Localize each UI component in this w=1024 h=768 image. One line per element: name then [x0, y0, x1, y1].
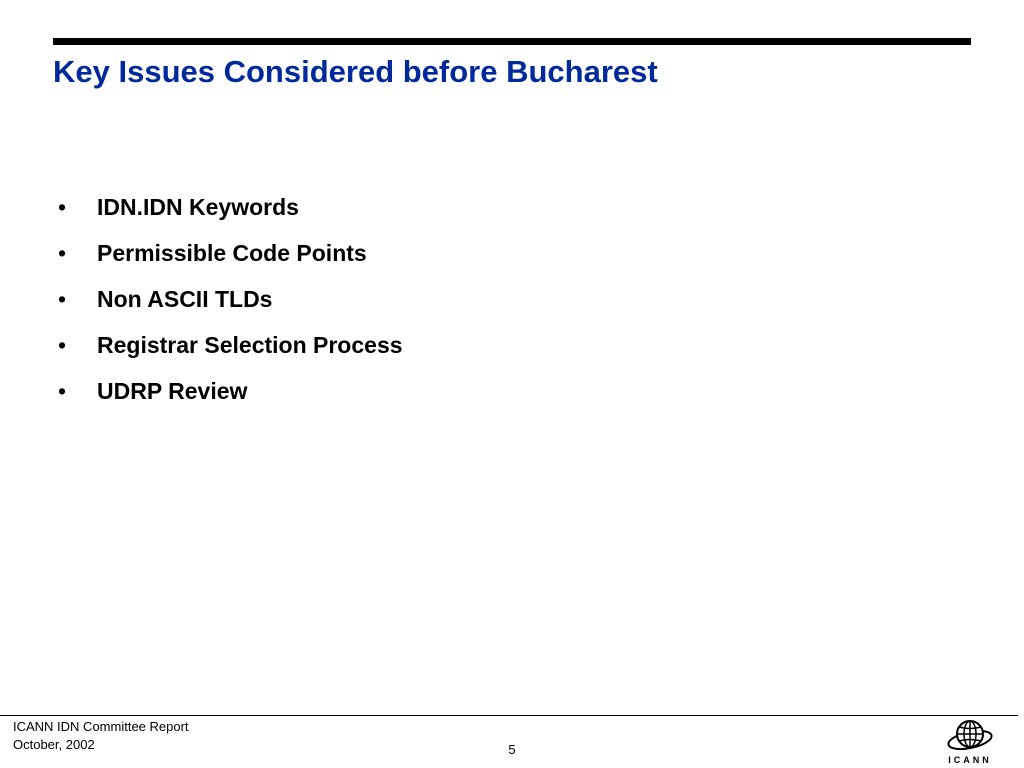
footer-rule: [0, 715, 1018, 716]
bullet-marker: •: [58, 332, 67, 358]
bullet-text: UDRP Review: [97, 378, 248, 404]
footer-date: October, 2002: [13, 737, 95, 752]
list-item: [58, 378, 403, 424]
bullet-text: Registrar Selection Process: [97, 332, 403, 358]
footer-report-title: ICANN IDN Committee Report: [13, 719, 189, 734]
bullet-marker: •: [58, 240, 67, 266]
bullet-marker: •: [58, 286, 67, 312]
bullet-list: [58, 194, 403, 424]
logo-text: ICANN: [948, 755, 992, 765]
globe-icon: [938, 718, 1002, 754]
bullet-text: IDN.IDN Keywords: [97, 194, 299, 220]
slide-title: Key Issues Considered before Bucharest: [53, 54, 658, 89]
list-item: [58, 286, 403, 332]
bullet-marker: •: [58, 378, 67, 404]
list-item: [58, 240, 403, 286]
bullet-text: Non ASCII TLDs: [97, 286, 273, 312]
list-item: [58, 332, 403, 378]
list-item: [58, 194, 403, 240]
page-number: 5: [508, 742, 516, 757]
bullet-marker: •: [58, 194, 67, 220]
top-rule: [53, 38, 971, 45]
bullet-text: Permissible Code Points: [97, 240, 367, 266]
icann-logo: [938, 718, 1002, 766]
